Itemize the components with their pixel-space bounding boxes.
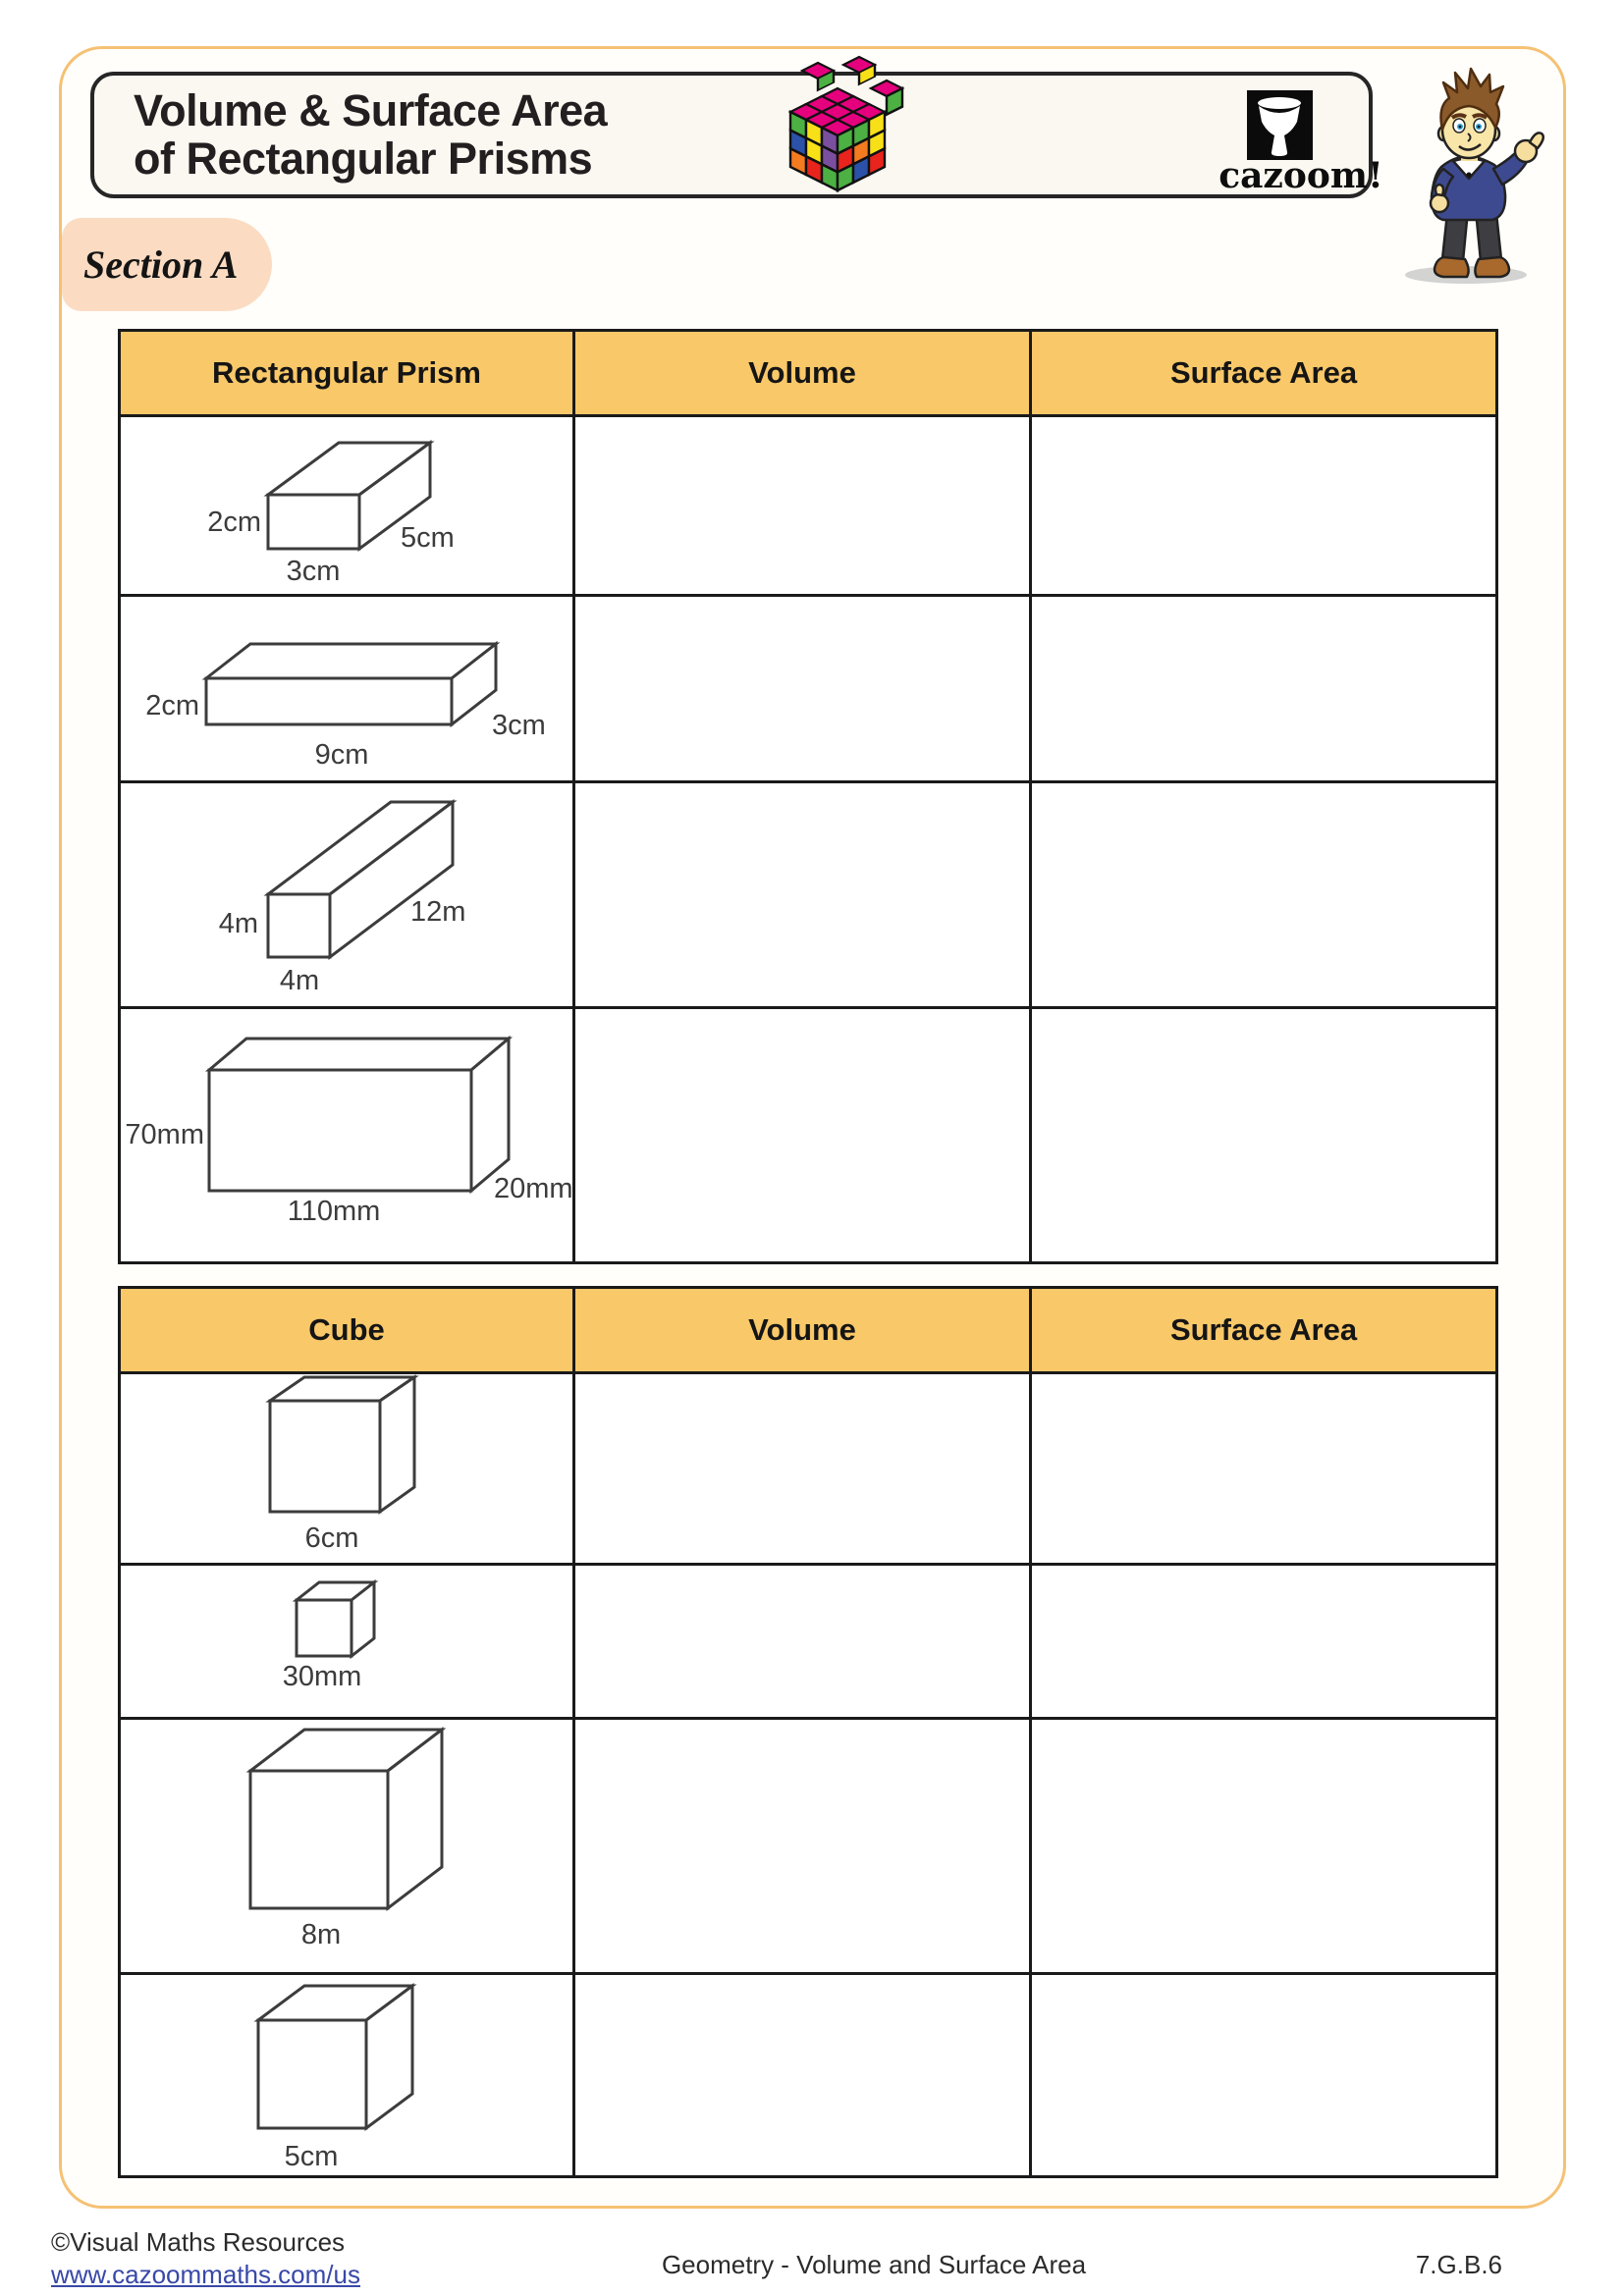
dim-label-side: 6cm bbox=[304, 1522, 359, 1554]
cazoom-drum-icon bbox=[1247, 90, 1313, 160]
dim-label-depth: 12m bbox=[410, 896, 466, 928]
volume-answer-cell[interactable] bbox=[574, 1373, 1031, 1565]
footer-topic: Geometry - Volume and Surface Area bbox=[661, 2250, 1087, 2279]
cube-figure-cell bbox=[120, 1565, 574, 1719]
cube-drawing-5cm bbox=[121, 1975, 569, 2175]
dim-label-height: 2cm bbox=[145, 690, 199, 721]
cube-drawing-30mm bbox=[121, 1566, 569, 1717]
surface-area-answer-cell[interactable] bbox=[1031, 1008, 1497, 1263]
prism-figure-cell bbox=[120, 596, 574, 782]
table-row bbox=[120, 596, 1497, 782]
dim-label-depth: 3cm bbox=[492, 710, 546, 741]
prism-drawing-4x4x12 bbox=[121, 783, 569, 1006]
volume-answer-cell[interactable] bbox=[574, 596, 1031, 782]
prism-figure-cell bbox=[120, 782, 574, 1008]
surface-area-answer-cell[interactable] bbox=[1031, 596, 1497, 782]
surface-area-answer-cell[interactable] bbox=[1031, 1373, 1497, 1565]
surface-area-answer-cell[interactable] bbox=[1031, 1565, 1497, 1719]
footer-left bbox=[51, 2226, 360, 2291]
title-line-2: of Rectangular Prisms bbox=[134, 133, 593, 184]
prism-table-header-row bbox=[120, 331, 1497, 416]
dim-label-depth: 20mm bbox=[494, 1173, 573, 1204]
surface-area-answer-cell[interactable] bbox=[1031, 1974, 1497, 2177]
worksheet-title bbox=[134, 86, 607, 183]
table-row bbox=[120, 1974, 1497, 2177]
dim-label-width: 4m bbox=[279, 965, 320, 996]
cube-table-header-row bbox=[120, 1288, 1497, 1373]
dim-label-height: 4m bbox=[218, 908, 258, 939]
cube-drawing-8m bbox=[121, 1720, 569, 1972]
volume-answer-cell[interactable] bbox=[574, 1565, 1031, 1719]
mascot-character bbox=[1392, 55, 1554, 286]
surface-area-answer-cell[interactable] bbox=[1031, 416, 1497, 596]
dim-label-depth: 5cm bbox=[401, 522, 455, 554]
volume-answer-cell[interactable] bbox=[574, 1719, 1031, 1974]
dim-label-side: 8m bbox=[300, 1919, 342, 1950]
cube-drawing-6cm bbox=[121, 1374, 569, 1563]
table-row bbox=[120, 1719, 1497, 1974]
column-header-prism: Rectangular Prism bbox=[120, 331, 574, 416]
cube-table bbox=[118, 1286, 1498, 2178]
cube-figure-cell bbox=[120, 1373, 574, 1565]
cazoom-link[interactable]: www.cazoommaths.com/us bbox=[51, 2260, 360, 2289]
dim-label-width: 110mm bbox=[287, 1196, 381, 1227]
surface-area-answer-cell[interactable] bbox=[1031, 782, 1497, 1008]
column-header-surface-area: Surface Area bbox=[1031, 331, 1497, 416]
title-line-1: Volume & Surface Area bbox=[134, 85, 608, 135]
volume-answer-cell[interactable] bbox=[574, 416, 1031, 596]
prism-drawing-2x3x5 bbox=[121, 417, 569, 594]
dim-label-height: 70mm bbox=[125, 1119, 204, 1150]
dim-label-side: 30mm bbox=[282, 1661, 362, 1692]
column-header-cube: Cube bbox=[120, 1288, 574, 1373]
section-label bbox=[62, 218, 272, 311]
table-row bbox=[120, 1565, 1497, 1719]
dim-label-width: 9cm bbox=[314, 739, 369, 771]
prism-drawing-70x110x20 bbox=[121, 1009, 573, 1261]
prism-drawing-2x9x3 bbox=[121, 597, 569, 780]
cazoom-logo-text: cazoom! bbox=[1218, 155, 1383, 196]
rubiks-cube-icon bbox=[764, 49, 911, 221]
surface-area-answer-cell[interactable] bbox=[1031, 1719, 1497, 1974]
table-row bbox=[120, 1373, 1497, 1565]
prism-table bbox=[118, 329, 1498, 1264]
table-row bbox=[120, 416, 1497, 596]
cube-figure-cell bbox=[120, 1719, 574, 1974]
column-header-volume: Volume bbox=[574, 331, 1031, 416]
table-row bbox=[120, 782, 1497, 1008]
column-header-surface-area: Surface Area bbox=[1031, 1288, 1497, 1373]
copyright-text: ©Visual Maths Resources bbox=[51, 2227, 346, 2257]
title-box bbox=[90, 72, 1373, 198]
section-label-text: Section A bbox=[83, 242, 239, 287]
volume-answer-cell[interactable] bbox=[574, 1008, 1031, 1263]
dim-label-width: 3cm bbox=[286, 556, 341, 587]
cube-figure-cell bbox=[120, 1974, 574, 2177]
table-row bbox=[120, 1008, 1497, 1263]
dim-label-side: 5cm bbox=[284, 2141, 339, 2172]
standard-code: 7.G.B.6 bbox=[1415, 2250, 1502, 2279]
volume-answer-cell[interactable] bbox=[574, 1974, 1031, 2177]
dim-label-height: 2cm bbox=[207, 507, 261, 538]
prism-figure-cell bbox=[120, 1008, 574, 1263]
column-header-volume: Volume bbox=[574, 1288, 1031, 1373]
volume-answer-cell[interactable] bbox=[574, 782, 1031, 1008]
prism-figure-cell bbox=[120, 416, 574, 596]
